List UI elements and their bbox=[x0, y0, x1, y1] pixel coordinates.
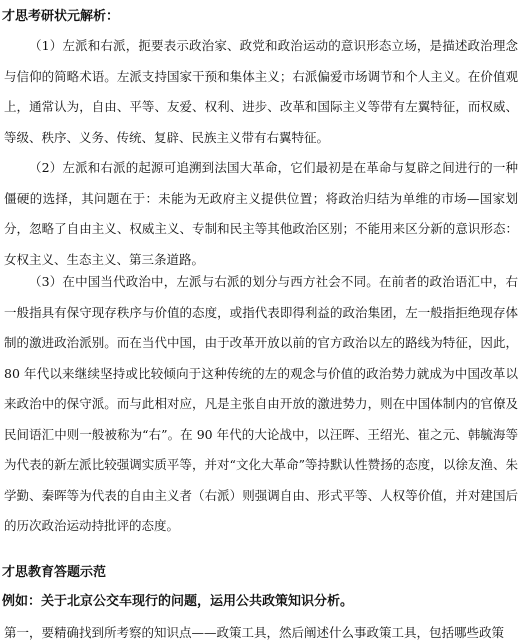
paragraph-3: （3）在中国当代政治中，左派与右派的划分与西方社会不同。在前者的政治语汇中，右一般指具有保守现存秩序与价值的态度，或指代表即得利益的政治集团，左一般指拒绝现存体制的激进政治派别。而在当代中国，由于改革开放以前的官方政治以左的路线为特征，因此，80 年代以来继续坚持或比较倾向于这种传统的左的观念与价值的政治势力就成为中国改革以来政治中的保守派。而与此相对应，凡是主张自由开放的激进势力，则在中国体制内的官僚及民间语汇中则一般被称为“右”。在 90 年代的大论战中，以汪晖、王绍光、崔之元、韩毓海等为代表的新左派比较强调实质平等，并对“文化大革命”等持默认性赞扬的态度，以徐友渔、朱学勤、秦晖等为代表的自由主义者（右派）则强调自由、形式平等、人权等价值，并对建国后的历次政治运动持批评的态度。 bbox=[4, 274, 518, 533]
section-heading-demo: 才思教育答题示范 bbox=[2, 565, 107, 580]
paragraph-2: （2）左派和右派的起源可追溯到法国大革命，它们最初是在革命与复辟之间进行的一种僵硬的选择，其问题在于：未能为无政府主义提供位置；将政治归结为单维的市场—国家划分，忽略了自由主义、权威主义、专制和民主等其他政治区别；不能用来区分新的意识形态：女权主义、生态主义、第三条道路。 bbox=[4, 160, 518, 267]
example-question: 例如：关于北京公交车现行的问题，运用公共政策知识分析。 bbox=[2, 594, 354, 609]
partial-answer-line: 第一，要精确找到所考察的知识点——政策工具，然后阐述什么事政策工具，包括哪些政策 bbox=[4, 625, 505, 640]
paragraph-1: （1）左派和右派，扼要表示政治家、政党和政治运动的意识形态立场，是描述政治理念与信仰的简略术语。左派支持国家干预和集体主义；右派偏爱市场调节和个人主义。在价值观上，通常认为，自由、平等、友爱、权利、进步、改革和国际主义等带有左翼特征，而权威、等级、秩序、义务、传统、复辟、民族主义带有右翼特征。 bbox=[4, 38, 518, 145]
section-heading-analysis: 才思考研状元解析： bbox=[2, 9, 120, 24]
